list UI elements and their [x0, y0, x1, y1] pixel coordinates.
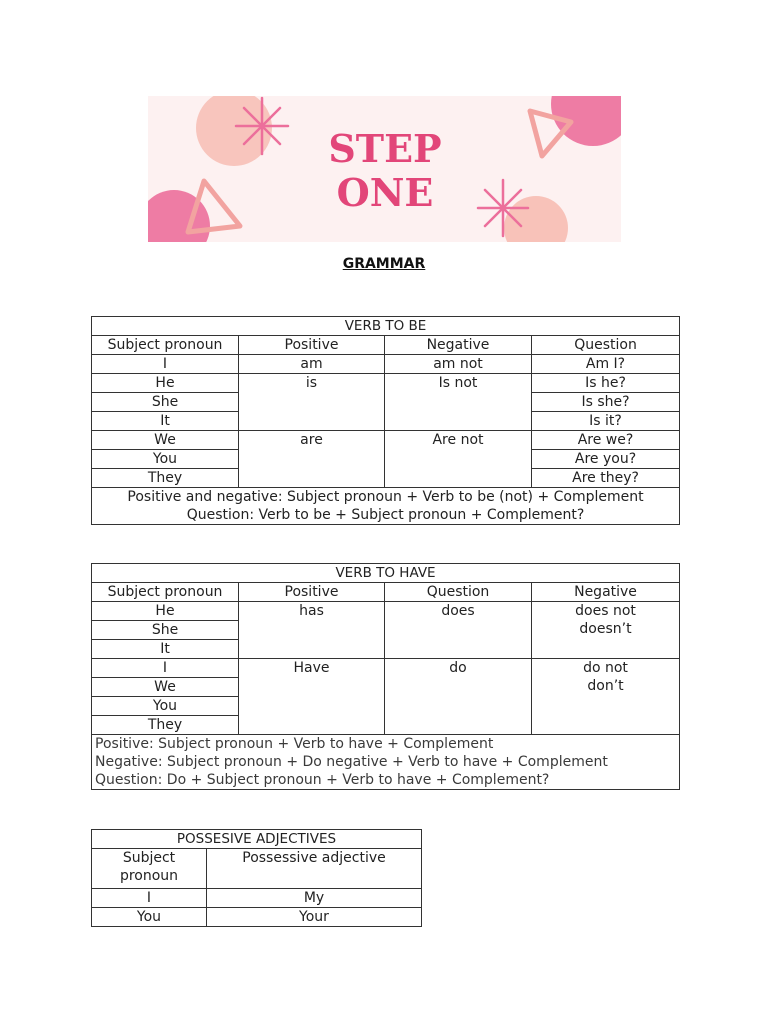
- pronoun-cell: He: [92, 602, 239, 621]
- pronoun-cell: I: [92, 889, 207, 908]
- question-cell: Is he?: [532, 374, 680, 393]
- rule-question: Question: Do + Subject pronoun + Verb to have + Complement?: [95, 772, 550, 788]
- pronoun-cell: She: [92, 621, 239, 640]
- rule-positive: Positive: Subject pronoun + Verb to have + Complement: [95, 736, 494, 752]
- table-row: [92, 431, 680, 450]
- table-header-row: [92, 583, 680, 602]
- table-row: [92, 889, 422, 908]
- pronoun-cell: He: [92, 374, 239, 393]
- column-header: Question: [385, 583, 532, 602]
- table-row: [92, 659, 680, 678]
- step-one-banner: [148, 96, 621, 242]
- negative-cell: Are not: [385, 431, 532, 488]
- pronoun-cell: It: [92, 640, 239, 659]
- table-title-row: [92, 830, 422, 849]
- table-row: [92, 374, 680, 393]
- column-header: Positive: [239, 336, 385, 355]
- pronoun-cell: You: [92, 450, 239, 469]
- table-row: [92, 908, 422, 927]
- pronoun-cell: We: [92, 431, 239, 450]
- negative-cell: Is not: [385, 374, 532, 431]
- rule-positive-negative: Positive and negative: Subject pronoun + Verb to be (not) + Complement: [127, 489, 644, 505]
- table-title-row: [92, 317, 680, 336]
- question-cell: Are we?: [532, 431, 680, 450]
- column-header: Negative: [385, 336, 532, 355]
- positive-cell: is: [239, 374, 385, 431]
- pronoun-cell: We: [92, 678, 239, 697]
- table-header-row: [92, 849, 422, 889]
- possessive-cell: My: [207, 889, 422, 908]
- question-cell: Is it?: [532, 412, 680, 431]
- pronoun-cell: It: [92, 412, 239, 431]
- banner-title-line2: ONE: [336, 170, 434, 215]
- column-header: Positive: [239, 583, 385, 602]
- pronoun-cell: I: [92, 659, 239, 678]
- rules-row: [92, 488, 680, 525]
- question-cell: Are you?: [532, 450, 680, 469]
- question-cell: does: [385, 602, 532, 659]
- negative-contraction: doesn’t: [579, 621, 632, 637]
- positive-cell: has: [239, 602, 385, 659]
- column-header: Subject pronoun: [92, 336, 239, 355]
- negative-full: does not: [575, 603, 636, 619]
- negative-cell: [532, 602, 680, 659]
- positive-cell: Have: [239, 659, 385, 735]
- negative-cell: am not: [385, 355, 532, 374]
- possessive-cell: Your: [207, 908, 422, 927]
- table-title: VERB TO HAVE: [92, 564, 680, 583]
- verb-to-have-table: [91, 563, 680, 790]
- table-row: [92, 602, 680, 621]
- negative-contraction: don’t: [587, 678, 624, 694]
- rule-question: Question: Verb to be + Subject pronoun + Complement?: [186, 507, 585, 523]
- pronoun-cell: They: [92, 716, 239, 735]
- table-header-row: [92, 336, 680, 355]
- negative-cell: [532, 659, 680, 735]
- question-cell: Are they?: [532, 469, 680, 488]
- rules-cell: [92, 735, 680, 790]
- rules-cell: [92, 488, 680, 525]
- positive-cell: am: [239, 355, 385, 374]
- table-row: [92, 355, 680, 374]
- grammar-heading: GRAMMAR: [342, 256, 426, 272]
- column-header: Subject pronoun: [92, 849, 207, 889]
- column-header: Subject pronoun: [92, 583, 239, 602]
- column-header: Possessive adjective: [207, 849, 422, 889]
- pronoun-cell: I: [92, 355, 239, 374]
- pronoun-cell: You: [92, 908, 207, 927]
- pronoun-cell: You: [92, 697, 239, 716]
- banner-graphic: [148, 96, 621, 242]
- question-cell: do: [385, 659, 532, 735]
- table-title: VERB TO BE: [92, 317, 680, 336]
- question-cell: Am I?: [532, 355, 680, 374]
- question-cell: Is she?: [532, 393, 680, 412]
- banner-title-line1: STEP: [328, 126, 442, 171]
- column-header: Negative: [532, 583, 680, 602]
- pronoun-cell: She: [92, 393, 239, 412]
- positive-cell: are: [239, 431, 385, 488]
- table-title-row: [92, 564, 680, 583]
- table-title: POSSESIVE ADJECTIVES: [92, 830, 422, 849]
- column-header: Question: [532, 336, 680, 355]
- negative-full: do not: [583, 660, 628, 676]
- rule-negative: Negative: Subject pronoun + Do negative + Verb to have + Complement: [95, 754, 608, 770]
- rules-row: [92, 735, 680, 790]
- verb-to-be-table: [91, 316, 680, 525]
- possessive-adjectives-table: [91, 829, 422, 927]
- pronoun-cell: They: [92, 469, 239, 488]
